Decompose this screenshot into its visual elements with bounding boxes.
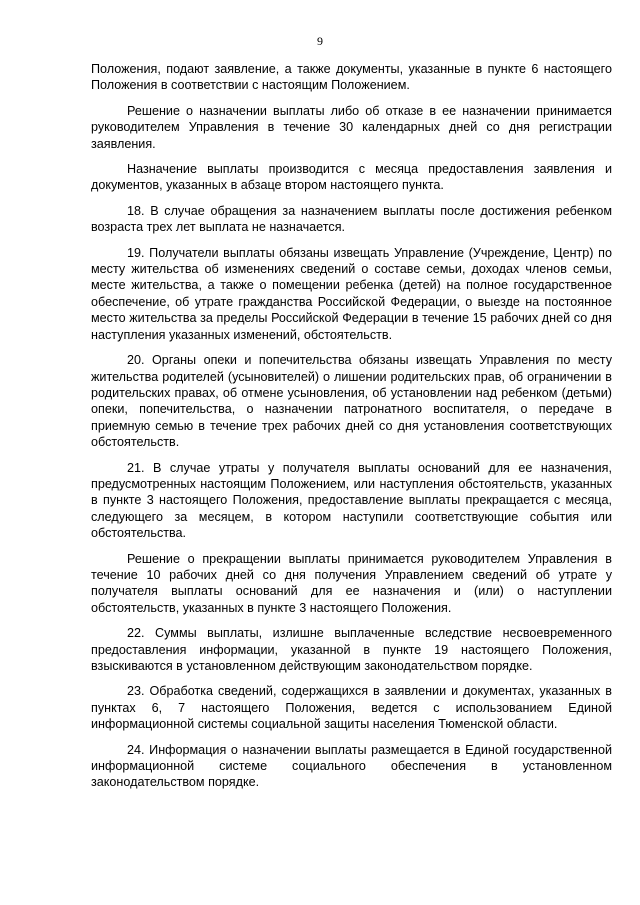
clause-19: 19. Получатели выплаты обязаны извещать Управление (Учреждение, Центр) по месту жительства об изменениях сведений о составе семьи, доходах членов семьи, месте жительства, а также о помещении ребенка (детей) на полное государственное обеспечение, об утрате гражданства Российской Федерации, о выезде на постоянное место жительства за пределы Российской Федерации в течение 15 рабочих дней со дня наступления указанных изменений, обстоятельств. xyxy=(91,245,612,342)
page-number: 9 xyxy=(317,34,323,48)
paragraph-decision-deadline: Решение о назначении выплаты либо об отказе в ее назначении принимается руководителем Управления в течение 30 календарных дней со дня регистрации заявления. xyxy=(91,103,612,151)
paragraph-payment-start: Назначение выплаты производится с месяца предоставления заявления и документов, указанных в абзаце втором настоящего пункта. xyxy=(91,162,612,193)
clause-18: 18. В случае обращения за назначением выплаты после достижения ребенком возраста трех лет выплата не назначается. xyxy=(91,203,612,235)
document-body xyxy=(91,61,612,800)
clause-23: 23. Обработка сведений, содержащихся в заявлении и документах, указанных в пунктах 6, 7 настоящего Положения, ведется с использованием Единой информационной системы социальной защиты населения Тюменской области. xyxy=(91,684,612,732)
clause-22: 22. Суммы выплаты, излишне выплаченные вследствие несвоевременного предоставления информации, указанной в пункте 19 настоящего Положения, взыскиваются в установленном действующим законодательством порядке. xyxy=(91,626,612,673)
clause-20: 20. Органы опеки и попечительства обязаны извещать Управления по месту жительства родителей (усыновителей) о лишении родительских прав, об ограничении в родительских правах, об отмене усыновления, об установлении над ребенком (детьми) опеки, попечительства, о назначении патронатного воспитателя, о передаче в приемную семью в течение трех рабочих дней со дня установления соответствующих обстоятельств. xyxy=(91,353,612,450)
clause-24: 24. Информация о назначении выплаты размещается в Единой государственной информационной системе социального обеспечения в установленном законодательством порядке. xyxy=(91,742,612,790)
paragraph-continuation: Положения, подают заявление, а также документы, указанные в пункте 6 настоящего Положения в соответствии с настоящим Положением. xyxy=(91,62,612,93)
paragraph-termination-decision: Решение о прекращении выплаты принимается руководителем Управления в течение 10 рабочих дней со дня получения Управлением сведений об утрате у получателя выплаты оснований для ее назначения и (или) о наступлении обстоятельств, указанных в пункте 3 настоящего Положения. xyxy=(91,551,612,615)
clause-21: 21. В случае утраты у получателя выплаты оснований для ее назначения, предусмотренных настоящим Положением, или наступления обстоятельств, указанных в пункте 3 настоящего Положения, предоставление выплаты прекращается с месяца, следующего за месяцем, в котором наступили соответствующие события или обстоятельства. xyxy=(91,460,612,541)
